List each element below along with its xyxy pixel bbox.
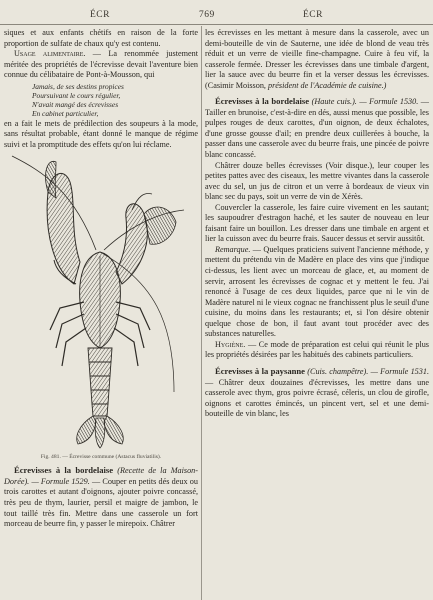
poem [4, 82, 198, 118]
top-text: les écrevisses en les mettant à mesure dans la casserole, avec un demi-bouteille de vin de Sauterne, une idée de blond de veau très réduit et un verre de vieille fine-champagne. Cuire à feu vif, la casserole fermée. Dresser les écrevisses dans une timbale d'argent, lier la sauce avec du beurre fin et la verser dessus les écrevisses. (Casimir Moisson, [205, 28, 429, 90]
right-column [205, 28, 429, 420]
usage-label: Usage alimentaire. [14, 49, 86, 59]
recipe3-note: (Cuis. champêtre). — Formule 1531. [305, 366, 429, 376]
signature: président de l'Académie de cuisine.) [265, 80, 387, 90]
header-left: ÉCR [90, 10, 110, 20]
header-right: ÉCR [303, 10, 323, 20]
left-column [4, 28, 198, 530]
crayfish-illustration [4, 152, 198, 452]
remark-label: Remarque. [215, 244, 251, 254]
after-poem-paragraph: en a fait le mets de prédilection des soupeurs à la mode, sans résultat probable, étant donné le manque de régime suivi et la promptitude des effets qu'on lui réclame. [4, 118, 198, 149]
recipe-1529 [4, 465, 198, 529]
recipe3-text: — Châtrer deux douzaines d'écrevisses, les mettre dans une casserole avec thym, gros poivre écrasé, céleris, un clou de girofle, oignons et carottes émincés, un pincent vert, sel et une demi-bouteille de vin blanc, les [205, 377, 429, 419]
hygiene-label: Hygiène. [215, 339, 246, 349]
paragraph-chatrer: Châtrer douze belles écrevisses (Voir disque.), leur couper les petites pattes avec des ciseaux, les mettre vivantes dans la casserole avec du sel, un jus de citron et un verre à bordeaux de vieux vin blanc sec du pays, soit un verre de vin de Xérès. [205, 160, 429, 202]
poem-line: Poursuivant le cours régulier, [32, 90, 121, 100]
hygiene-paragraph [205, 340, 429, 361]
recipe-1530 [205, 96, 429, 160]
recipe2-note: (Haute cuis.). — Formule 1530. [309, 97, 419, 107]
remark-paragraph [205, 245, 429, 340]
recipe-title: Écrevisses à la bordelaise [14, 465, 114, 476]
recipe2-text: — Tailler en brunoise, c'est-à-dire en dés, aussi menus que possible, les pulpes rouges de deux carottes, d'un oignon, de deux échalotes, d'une grosse gousse d'ail; en prendre deux cuillerées à bouche, la passer dans une casserole avec du beurre frais, une pincée de poivre blanc concassé. [205, 97, 429, 160]
header-rule [0, 24, 433, 25]
hygiene-text: — Ce mode de préparation est celui qui réunit le plus les propriétés désirées par les habitués des cabinets particuliers. [205, 339, 429, 360]
continuation-paragraph: siques et aux enfants chétifs en raison de la forte proportion de sulfate de chaux qu'y est contenu. [4, 28, 198, 48]
recipe-1531 [205, 366, 429, 420]
remark-text: — Quelques praticiens suivent l'ancienne méthode, y mettent du prétendu vin de Madère en place des vins que j'indique ci-dessus, les lient avec un morceau de glace, et, au moment de servir, arrosent les écrevisses de cognac et y mettent le feu. J'ai renoncé à l'usage de ces deux liquides, parce que ni le vin de Madère naturel ni le vieux cognac ne franchissent plus le seuil d'une cuisine, du moins dans les restaurants; et, si l'on désire obtenir quelque chose de bon, il faut avant tout procéder avec des substances naturelles. [205, 244, 429, 339]
recipe2-title: Écrevisses à la bordelaise [215, 96, 310, 107]
figure-caption: Fig. 481. — Écrevisse commune (Astacus fluviatilis). [40, 454, 162, 461]
usage-text: — La renommée justement méritée des propriétés de l'écrevisse devait l'aventure bien connue du célibataire de Pont-à-Mousson, qui [4, 49, 198, 80]
page-number: 769 [199, 10, 215, 20]
poem-line: En cabinet particulier, [32, 108, 99, 118]
recipe-text: — Couper en petits dés deux ou trois carottes et autant d'oignons, ajouter poivre concassé, très peu de thym, laurier, persil et maigre de jambon, le tout taillé très fin. Mettre dans une casserole un fort morceau de beurre fin, y passer le mirepoix. Châtrer [4, 476, 198, 529]
paragraph-couvercler: Couvercler la casserole, les faire cuire vivement en les sautant; les saupoudrer d'estragon haché, et les sauter de nouveau en leur faisant faire un bouillon. Les dresser dans une timbale en argent et lier la cuisson avec du beurre frais. Saucer dessus et servir aussitôt. [205, 202, 429, 244]
usage-paragraph [4, 49, 198, 81]
recipe3-title: Écrevisses à la paysanne [215, 365, 305, 376]
poem-line: Jamais, de ses destins propices [32, 81, 124, 91]
continuation-paragraph-right [205, 28, 429, 91]
poem-line: N'avait mangé des écrevisses [32, 99, 119, 109]
column-divider [201, 26, 202, 600]
recipe-note: (Recette de la Maison-Dorée). — Formule 1529. [4, 466, 198, 486]
